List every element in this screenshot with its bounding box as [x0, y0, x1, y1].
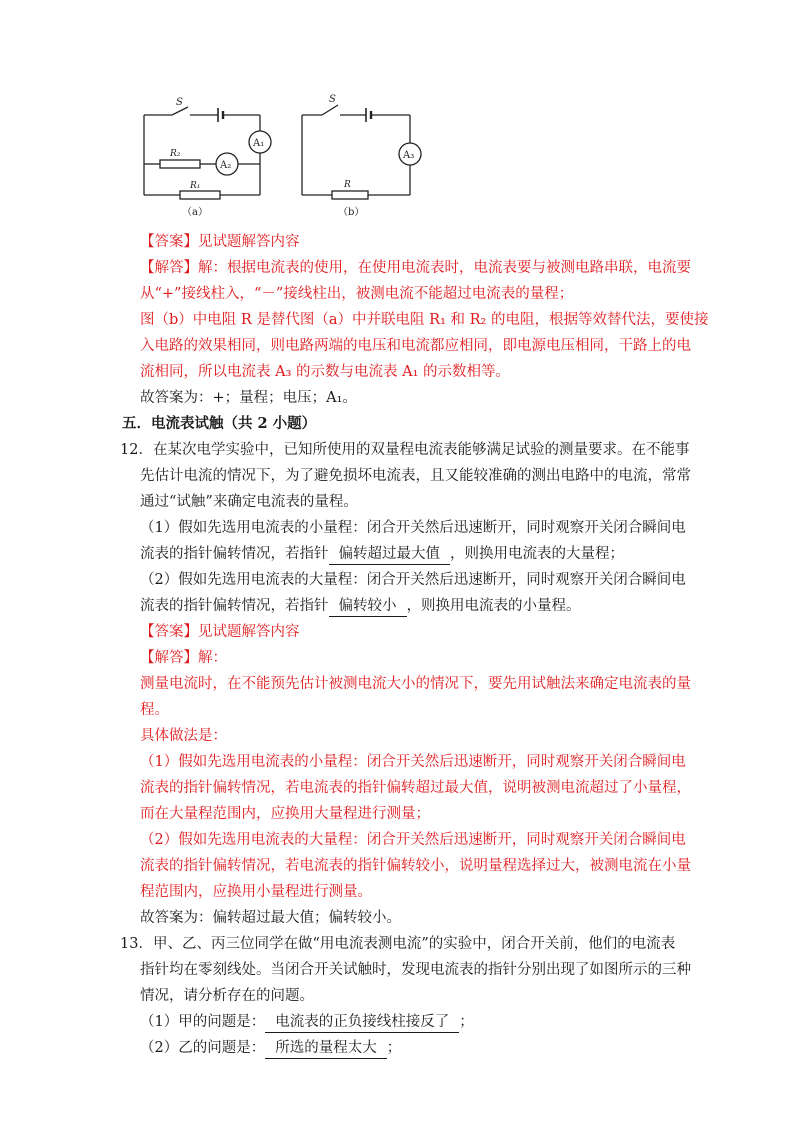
q13-part2-tail: ；: [386, 1040, 402, 1056]
q13-part1-line: [140, 1010, 710, 1034]
section-title: 五．电流表试触（共 2 小题）: [122, 415, 317, 432]
q12-stem-line-2: 先估计电流的情况下，为了避免损坏电流表，且又能较准确的测出电路中的电流，常常: [140, 468, 691, 484]
q12-solution-line-1: 测量电流时，在不能预先估计被测电流大小的情况下，要先用试触法来确定电流表的量: [140, 676, 691, 692]
q12-part1-line-2: [140, 542, 710, 566]
q12-part2-text: 流表的指针偏转情况，若指针: [140, 598, 329, 614]
q13-stem-line-2: 指针均在零刻线处。当闭合开关试触时，发现电流表的指针分别出现了如图所示的三种: [140, 962, 691, 978]
q11-answer-line: 【答案】见试题解答内容: [140, 234, 300, 250]
q13-part2-text: （2）乙的问题是：: [140, 1040, 266, 1056]
q13-stem-line-3: 情况，请分析存在的问题。: [140, 988, 314, 1004]
q12-solution-line-6: 而在大量程范围内，应换用大量程进行测量；: [140, 806, 430, 822]
resistor-label-r2: R₂: [170, 149, 181, 159]
q12-solution-line-2: 程。: [140, 702, 169, 718]
q12-part2-blank: 偏转较小: [329, 596, 407, 617]
q13-part2-line: [140, 1036, 710, 1060]
resistor-label-r: R: [344, 180, 351, 190]
q11-solution-line-5: 流相同，所以电流表 A₃ 的示数与电流表 A₁ 的示数相等。: [140, 364, 511, 380]
ammeter-label-a1: A₁: [253, 138, 265, 149]
q12-part2-line-2: [140, 594, 710, 618]
figure-caption-a: （a）: [182, 207, 208, 218]
q12-solution-head: 【解答】解：: [140, 650, 227, 666]
figure-caption-b: （b）: [338, 207, 365, 218]
ammeter-label-a2: A₂: [220, 160, 232, 171]
switch-label-b: S: [329, 94, 336, 105]
q11-final-answer: 故答案为：+；量程；电压；A₁。: [140, 390, 357, 406]
q12-part2-line-1: （2）假如先选用电流表的大量程：闭合开关然后迅速断开，同时观察开关闭合瞬间电: [140, 572, 686, 588]
circuit-figures: [132, 88, 432, 223]
q12-part1-tail: ，则换用电流表的大量程；: [450, 546, 624, 562]
q13-part1-text: （1）甲的问题是：: [140, 1014, 266, 1030]
q12-part1-blank: 偏转超过最大值: [329, 544, 451, 565]
q12-solution-line-8: 流表的指针偏转情况，若电流表的指针偏转较小，说明量程选择过大，被测电流在小量: [140, 858, 691, 874]
q12-solution-line-4: （1）假如先选用电流表的小量程：闭合开关然后迅速断开，同时观察开关闭合瞬间电: [140, 754, 686, 770]
q11-solution-line-4: 入电路的效果相同，则电路两端的电压和电流都应相同，即电源电压相同，干路上的电: [140, 338, 691, 354]
q12-part1-line-1: （1）假如先选用电流表的小量程：闭合开关然后迅速断开，同时观察开关闭合瞬间电: [140, 520, 686, 536]
q13-part1-blank: 电流表的正负接线柱接反了: [265, 1012, 459, 1033]
q12-final-answer: 故答案为：偏转超过最大值；偏转较小。: [140, 910, 401, 926]
q12-solution-line-3: 具体做法是：: [140, 728, 227, 744]
q12-part1-text: 流表的指针偏转情况，若指针: [140, 546, 329, 562]
q12-part2-tail: ，则换用电流表的小量程。: [406, 598, 581, 614]
q12-solution-line-9: 程范围内，应换用小量程进行测量。: [140, 884, 372, 900]
q12-solution-line-5: 流表的指针偏转情况，若电流表的指针偏转超过最大值，说明被测电流超过了小量程，: [140, 780, 691, 796]
q12-stem-line-1: 12．在某次电学实验中，已知所使用的双量程电流表能够满足试验的测量要求。在不能事: [120, 442, 690, 458]
resistor-label-r1: R₁: [190, 181, 201, 191]
switch-label-a: S: [176, 97, 183, 108]
q11-solution-line-1: 【解答】解：根据电流表的使用，在使用电流表时，电流表要与被测电路串联，电流要: [140, 260, 691, 276]
q13-stem-line-1: 13．甲、乙、丙三位同学在做“用电流表测电流”的实验中，闭合开关前，他们的电流表: [120, 936, 676, 952]
q11-solution-line-3: 图（b）中电阻 R 是替代图（a）中并联电阻 R₁ 和 R₂ 的电阻，根据等效替代法，要使接: [140, 312, 709, 328]
circuit-a: [144, 107, 271, 199]
q13-part1-tail: ；: [459, 1014, 474, 1030]
q12-answer-line: 【答案】见试题解答内容: [140, 624, 300, 640]
q13-part2-blank: 所选的量程太大: [265, 1038, 387, 1059]
q12-stem-line-3: 通过“试触”来确定电流表的量程。: [140, 494, 358, 510]
q11-solution-line-2: 从“+”接线柱入，“－”接线柱出，被测电流不能超过电流表的量程；: [140, 286, 574, 302]
q12-solution-line-7: （2）假如先选用电流表的大量程：闭合开关然后迅速断开，同时观察开关闭合瞬间电: [140, 832, 686, 848]
ammeter-label-a3: A₃: [403, 150, 415, 161]
